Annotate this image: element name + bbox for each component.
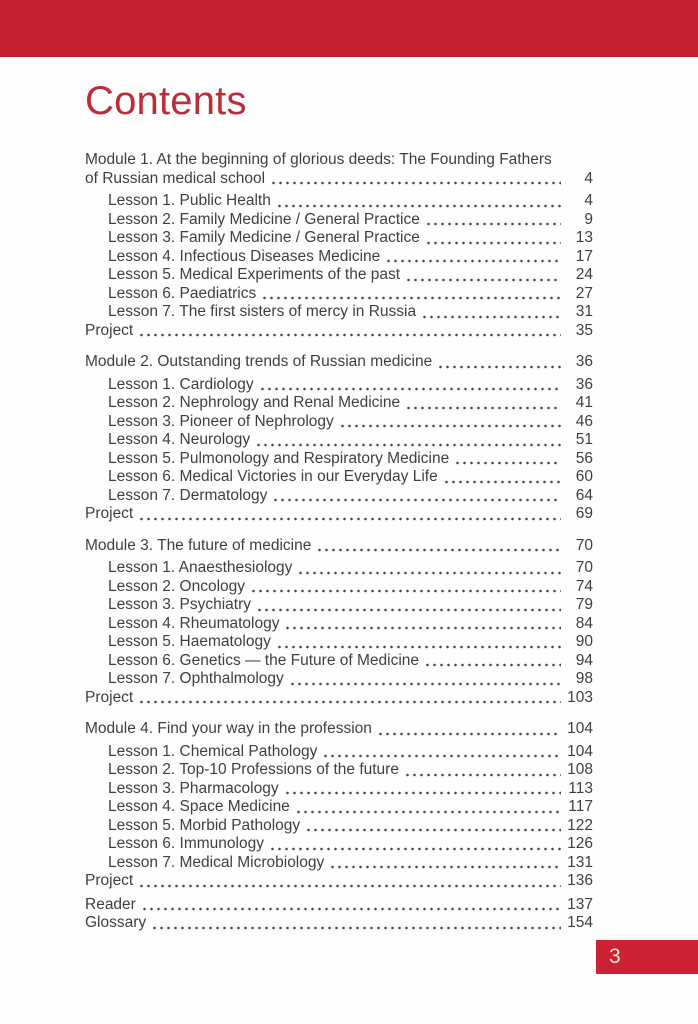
- toc-entry-page: 154: [567, 914, 593, 931]
- toc-back-matter-row: [85, 914, 593, 933]
- dotted-leader: [295, 810, 561, 814]
- dotted-leader: [272, 498, 561, 502]
- dotted-leader: [276, 204, 561, 208]
- dotted-leader: [329, 865, 561, 869]
- toc-lesson-row: [85, 835, 593, 854]
- toc-lesson-row: [85, 578, 593, 597]
- toc-entry-title: Lesson 2. Family Medicine / General Practice: [108, 210, 420, 228]
- toc-entry-line: [85, 720, 593, 739]
- toc-entry-page: 104: [567, 720, 593, 737]
- toc-module-row: [85, 720, 593, 739]
- toc-lesson-row: [85, 450, 593, 469]
- dotted-leader: [297, 571, 561, 575]
- toc-entry-page: 131: [567, 853, 593, 871]
- toc-entry-line: [108, 376, 593, 395]
- toc-entry-title: Project: [85, 321, 134, 339]
- dotted-leader: [289, 682, 561, 686]
- toc-entry-title: Lesson 5. Medical Experiments of the past: [108, 266, 401, 283]
- toc-entry-line: [85, 689, 593, 708]
- toc-entry-line: [85, 170, 593, 189]
- toc-lesson-row: [85, 266, 593, 285]
- toc-entry-page: 41: [575, 394, 593, 411]
- top-banner: [0, 0, 698, 57]
- toc-entry-line: [108, 578, 593, 597]
- toc-lesson-row: [85, 652, 593, 671]
- toc-entry-page: 108: [567, 761, 593, 778]
- toc-lesson-row: [85, 468, 593, 487]
- toc-entry-title: Lesson 2. Top-10 Professions of the future: [108, 761, 399, 778]
- toc-lesson-row: [85, 817, 593, 836]
- toc-entry-title: Lesson 1. Anaesthesiology: [108, 559, 293, 576]
- toc-lesson-row: [85, 615, 593, 634]
- toc-entry-line: [85, 914, 593, 933]
- dotted-leader: [250, 589, 561, 593]
- toc-lesson-row: [85, 670, 593, 689]
- dotted-leader: [425, 241, 561, 245]
- dotted-leader: [255, 443, 561, 447]
- dotted-leader: [424, 663, 561, 667]
- toc-entry-title: Lesson 4. Space Medicine: [108, 798, 290, 815]
- toc-entry-line: [108, 211, 593, 230]
- toc-entry-page: 69: [575, 505, 593, 522]
- toc-entry-page: 126: [567, 835, 593, 852]
- toc-entry-title: Lesson 5. Pulmonology and Respiratory Medicine: [108, 449, 450, 467]
- toc-lesson-row: [85, 431, 593, 450]
- toc-entry-title: Project: [85, 505, 134, 522]
- toc-entry-title: Module 4. Find your way in the profession: [85, 720, 372, 737]
- dotted-leader: [141, 907, 561, 911]
- toc-entry-title: Project: [85, 688, 134, 706]
- dotted-leader: [256, 608, 561, 612]
- toc-entry-title: Reader: [85, 895, 136, 913]
- toc-entry-title: Lesson 3. Pharmacology: [108, 779, 279, 797]
- dotted-leader: [316, 548, 561, 552]
- toc-entry-page: 4: [584, 192, 593, 209]
- toc-entry-page: 31: [575, 303, 593, 320]
- toc-entry-line: [108, 817, 593, 836]
- toc-entry-page: 51: [575, 431, 593, 448]
- toc-entry-page: 36: [575, 353, 593, 370]
- toc-entry-page: 4: [584, 169, 593, 187]
- dotted-leader: [138, 333, 561, 337]
- toc-lesson-row: [85, 303, 593, 322]
- dotted-leader: [138, 517, 561, 521]
- dotted-leader: [322, 754, 561, 758]
- toc-entry-line: [85, 505, 593, 524]
- page-number-box: [596, 940, 698, 974]
- dotted-leader: [138, 884, 561, 888]
- toc-lesson-row: [85, 743, 593, 762]
- toc-lesson-row: [85, 633, 593, 652]
- toc-entry-line: [108, 487, 593, 506]
- toc-entry-line: [108, 652, 593, 671]
- toc-lesson-row: [85, 780, 593, 799]
- toc-lesson-row: [85, 229, 593, 248]
- toc-entry-title: Lesson 5. Morbid Pathology: [108, 816, 301, 834]
- toc-module-row: [85, 537, 593, 556]
- toc-lesson-row: [85, 192, 593, 211]
- toc-entry-page: 46: [575, 412, 593, 430]
- toc-entry-line: [108, 761, 593, 780]
- dotted-leader: [425, 222, 561, 226]
- toc-entry-title: Lesson 4. Infectious Diseases Medicine: [108, 247, 381, 265]
- toc-lesson-row: [85, 285, 593, 304]
- toc-entry-page: 56: [575, 449, 593, 467]
- toc-entry-page: 74: [575, 577, 593, 595]
- toc-entry-page: 137: [567, 895, 593, 913]
- toc-entry-title: Lesson 7. Dermatology: [108, 486, 268, 504]
- toc-entry-line: [108, 743, 593, 762]
- toc-entry-title: Lesson 6. Genetics — the Future of Medicine: [108, 651, 420, 669]
- toc-entry-line: [85, 322, 593, 341]
- toc-entry-title: Lesson 2. Nephrology and Renal Medicine: [108, 394, 401, 411]
- toc-entry-title: Module 2. Outstanding trends of Russian medicine: [85, 353, 433, 370]
- toc-lesson-row: [85, 798, 593, 817]
- toc-entry-title: Lesson 3. Psychiatry: [108, 596, 252, 613]
- toc-entry-title: Lesson 3. Family Medicine / General Practice: [108, 229, 420, 246]
- toc-entry-title: Glossary: [85, 914, 147, 931]
- toc-entry-page: 94: [575, 651, 593, 669]
- toc-project-row: [85, 322, 593, 341]
- toc-entry-page: 35: [575, 321, 593, 339]
- toc-entry-page: 90: [575, 633, 593, 650]
- toc-entry-page: 103: [567, 688, 593, 706]
- toc-entry-line: [108, 670, 593, 689]
- toc-entry-line: [108, 266, 593, 285]
- toc-entry-line: [108, 248, 593, 267]
- toc-entry-line: [108, 559, 593, 578]
- toc-entry-title: Lesson 1. Public Health: [108, 192, 271, 209]
- toc-entry-page: 79: [575, 596, 593, 613]
- toc-entry-line: [108, 596, 593, 615]
- toc-entry-line: [108, 285, 593, 304]
- toc-entry-page: 64: [575, 486, 593, 504]
- toc-entry-page: 104: [567, 742, 593, 760]
- toc-entry-line: [108, 192, 593, 211]
- dotted-leader: [138, 700, 561, 704]
- toc-entry-line: [108, 303, 593, 322]
- dotted-leader: [405, 406, 561, 410]
- toc-lesson-row: [85, 248, 593, 267]
- dotted-leader: [404, 773, 561, 777]
- toc-entry-line: [108, 394, 593, 413]
- toc-lesson-row: [85, 487, 593, 506]
- toc-lesson-row: [85, 376, 593, 395]
- dotted-leader: [270, 181, 561, 185]
- toc-entry-title: Lesson 7. Medical Microbiology: [108, 853, 325, 871]
- toc-lesson-row: [85, 854, 593, 873]
- toc-entry-title: Lesson 6. Medical Victories in our Everyday Life: [108, 468, 438, 485]
- toc-entry-page: 136: [567, 872, 593, 889]
- toc-entry-page: 36: [575, 375, 593, 393]
- toc-entry-title: Lesson 7. Ophthalmology: [108, 670, 284, 687]
- page-number: 3: [609, 945, 621, 968]
- toc-entry-line: [85, 353, 593, 372]
- toc-entry-page: 17: [575, 247, 593, 265]
- toc-entry-line: [108, 229, 593, 248]
- toc-back-matter-row: [85, 896, 593, 915]
- toc-entry-page: 98: [575, 670, 593, 687]
- toc-entry-page: 9: [584, 210, 593, 228]
- toc-entry-title: Lesson 2. Oncology: [108, 577, 246, 595]
- toc-entry-title: Module 3. The future of medicine: [85, 536, 312, 554]
- toc-module-row: [85, 151, 593, 188]
- toc-entry-page: 70: [575, 559, 593, 576]
- toc-lesson-row: [85, 394, 593, 413]
- toc-entry-line: [108, 835, 593, 854]
- dotted-leader: [259, 387, 561, 391]
- toc-entry-page: 122: [567, 816, 593, 834]
- toc-entry-page: 113: [568, 779, 593, 797]
- toc-entry-page: 13: [575, 229, 593, 246]
- toc-entry-title: Lesson 7. The first sisters of mercy in Russia: [108, 303, 417, 320]
- toc-lesson-row: [85, 413, 593, 432]
- dotted-leader: [421, 315, 561, 319]
- dotted-leader: [261, 296, 561, 300]
- toc-entry-page: 70: [575, 536, 593, 554]
- toc-project-row: [85, 505, 593, 524]
- dotted-leader: [284, 626, 561, 630]
- toc-lesson-row: [85, 211, 593, 230]
- toc-entry-line: [108, 431, 593, 450]
- dotted-leader: [151, 926, 561, 930]
- dotted-leader: [377, 732, 561, 736]
- toc-entry-line: [108, 633, 593, 652]
- dotted-leader: [443, 480, 561, 484]
- table-of-contents: [85, 151, 593, 933]
- toc-entry-title: Lesson 1. Chemical Pathology: [108, 742, 318, 760]
- toc-entry-page: 117: [568, 798, 593, 815]
- toc-entry-title: Project: [85, 872, 134, 889]
- toc-entry-line: [108, 780, 593, 799]
- dotted-leader: [385, 259, 561, 263]
- toc-entry-title: Lesson 6. Immunology: [108, 835, 264, 852]
- dotted-leader: [276, 645, 561, 649]
- dotted-leader: [405, 278, 561, 282]
- toc-entry-page: 27: [575, 284, 593, 302]
- toc-entry-line: [108, 854, 593, 873]
- toc-entry-line: [108, 798, 593, 817]
- toc-entry-page: 60: [575, 468, 593, 485]
- dotted-leader: [305, 828, 561, 832]
- toc-entry-title: Lesson 4. Rheumatology: [108, 614, 280, 632]
- toc-entry-title: of Russian medical school: [85, 169, 266, 187]
- dotted-leader: [284, 791, 561, 795]
- dotted-leader: [339, 424, 561, 428]
- toc-entry-title: Lesson 5. Haematology: [108, 633, 271, 650]
- toc-entry-line: [85, 872, 593, 891]
- toc-entry-page: 84: [575, 614, 593, 632]
- toc-entry-line: [108, 615, 593, 634]
- toc-entry-line: [108, 450, 593, 469]
- toc-entry-title: Lesson 6. Paediatrics: [108, 284, 257, 302]
- toc-entry-line: [108, 468, 593, 487]
- dotted-leader: [454, 461, 561, 465]
- dotted-leader: [269, 847, 561, 851]
- toc-lesson-row: [85, 559, 593, 578]
- page-title: Contents: [85, 79, 247, 123]
- toc-entry-title: Lesson 1. Cardiology: [108, 375, 254, 393]
- toc-entry-title-line: Module 1. At the beginning of glorious deeds: The Founding Fathers: [85, 151, 552, 168]
- toc-entry-page: 24: [575, 266, 593, 283]
- toc-entry-line: [85, 896, 593, 915]
- toc-project-row: [85, 689, 593, 708]
- toc-project-row: [85, 872, 593, 891]
- toc-entry-title: Lesson 3. Pioneer of Nephrology: [108, 412, 334, 430]
- toc-lesson-row: [85, 761, 593, 780]
- dotted-leader: [437, 365, 561, 369]
- toc-entry-line: [108, 413, 593, 432]
- toc-entry-title: Lesson 4. Neurology: [108, 431, 251, 448]
- toc-lesson-row: [85, 596, 593, 615]
- toc-entry-line: [85, 537, 593, 556]
- toc-module-row: [85, 353, 593, 372]
